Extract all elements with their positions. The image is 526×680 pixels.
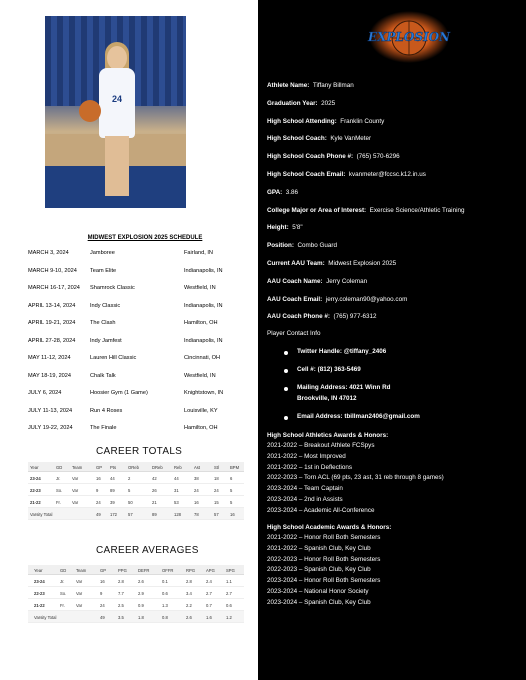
profile-value: (765) 977-6312 <box>333 313 377 321</box>
table-cell: 42 <box>152 476 157 481</box>
table-cell: 21 <box>152 500 157 505</box>
award-item: 2023-2024 – 2nd in Assists <box>267 496 343 503</box>
table-cell: 2.6 <box>186 615 192 620</box>
schedule-location: Louisville, KY <box>184 407 218 414</box>
table-cell: 3.4 <box>186 591 192 596</box>
profile-value: 3.86 <box>285 188 299 196</box>
schedule-location: Fairland, IN <box>184 250 213 256</box>
table-cell: Fr. <box>56 500 61 505</box>
athlete-photo <box>45 16 186 208</box>
table-cell: 2.9 <box>138 591 144 596</box>
table-cell: 31 <box>174 488 179 493</box>
schedule-event: The Finale <box>90 425 117 431</box>
award-item: 2022-2023 – Spanish Club, Key Club <box>267 566 371 574</box>
profile-label: Height: <box>267 224 289 232</box>
profile-value: Midwest Explosion 2025 <box>328 260 397 267</box>
table-cell: 78 <box>194 512 199 517</box>
profile-line <box>267 189 298 196</box>
table-cell: 50 <box>128 500 133 505</box>
column-header: GD <box>56 465 63 470</box>
profile-label: Position: <box>267 242 294 250</box>
table-row <box>28 587 244 599</box>
profile-label: High School Coach Phone #: <box>267 153 354 161</box>
column-header: GP <box>96 465 103 470</box>
profile-value: Jerry Coleman <box>326 277 368 285</box>
career-totals-title: CAREER TOTALS <box>96 446 183 457</box>
schedule-date: APRIL 19-21, 2024 <box>28 320 76 326</box>
column-header: SPG <box>226 568 235 573</box>
table-cell: 0.1 <box>162 579 168 584</box>
table-cell: 9 <box>96 488 99 493</box>
column-header: GD <box>60 568 67 573</box>
table-cell: 5 <box>230 488 233 493</box>
schedule-location: Hamilton, OH <box>184 320 218 326</box>
table-cell: 2.8 <box>118 579 124 584</box>
table-cell: 53 <box>174 500 179 505</box>
table-cell: 1.2 <box>226 615 232 620</box>
column-header: Pts <box>110 465 117 470</box>
profile-label: Graduation Year: <box>267 99 318 107</box>
profile-value: 5'8" <box>292 224 303 232</box>
schedule-date: MAY 18-19, 2024 <box>28 372 72 379</box>
schedule-event: The Clash <box>90 320 116 326</box>
profile-label: College Major or Area of Interest: <box>267 206 367 214</box>
logo-text: EXPLOSION <box>367 30 451 44</box>
award-item: 2021-2022 – Most Improved <box>267 452 346 460</box>
table-cell: Var <box>76 603 83 608</box>
column-header: GP <box>100 568 107 573</box>
table-cell: 2.6 <box>138 579 144 584</box>
schedule-row <box>28 425 252 435</box>
profile-value: Franklin County <box>340 117 385 125</box>
award-item: 2022-2023 – Torn ACL (69 pts, 23 ast, 31 reb through 8 games) <box>267 474 444 482</box>
column-header: Year <box>30 465 39 470</box>
schedule-title: MIDWEST EXPLOSION 2025 SCHEDULE <box>87 235 203 241</box>
table-cell: 16 <box>230 512 235 517</box>
schedule-row <box>28 373 252 383</box>
table-cell: 24 <box>96 500 101 505</box>
column-header: Reb <box>174 465 182 470</box>
table-cell: 24 <box>100 603 105 608</box>
schedule-event: Shamrock Classic <box>90 285 135 291</box>
column-header: BPM <box>230 465 240 470</box>
profile-line <box>267 135 371 142</box>
basketball-icon <box>79 100 101 122</box>
table-cell: 2.7 <box>226 591 232 596</box>
column-header: DReb <box>152 465 163 470</box>
table-cell: 2.5 <box>118 603 124 608</box>
table-row <box>28 484 244 496</box>
table-cell: 1.6 <box>206 615 212 620</box>
explosion-logo <box>366 8 452 66</box>
profile-line <box>267 100 335 107</box>
table-cell: 2 <box>128 476 131 481</box>
schedule-event: Run 4 Roses <box>90 407 123 414</box>
table-cell: 49 <box>100 615 105 620</box>
schedule-event: Team Elite <box>90 267 117 274</box>
table-cell: Jr. <box>60 579 65 584</box>
profile-value: kvanmeter@fccsc.k12.in.us <box>348 171 426 178</box>
schedule-row <box>28 250 252 260</box>
table-cell: 49 <box>96 512 101 517</box>
athletic-awards-title: High School Athletics Awards & Honors: <box>267 432 389 439</box>
table-cell: 16 <box>194 500 199 505</box>
bullet-icon <box>284 416 288 420</box>
schedule-date: JULY 11-13, 2024 <box>28 407 73 414</box>
schedule-date: MARCH 3, 2024 <box>28 250 69 256</box>
column-header: DEFR <box>138 568 150 573</box>
table-cell: 21-22 <box>30 500 41 505</box>
schedule-location: Westfield, IN <box>184 372 216 379</box>
photo-legs <box>105 136 129 196</box>
schedule-event: Chalk Talk <box>90 372 116 379</box>
table-cell: 1.8 <box>138 615 144 620</box>
column-header: Ast <box>194 465 201 470</box>
table-cell: 16 <box>100 579 105 584</box>
schedule-date: APRIL 13-14, 2024 <box>28 302 76 309</box>
career-totals-table <box>28 462 244 520</box>
table-cell: 0.6 <box>162 591 168 596</box>
schedule-date: MAY 11-12, 2024 <box>28 355 71 361</box>
twitter-handle[interactable]: Twitter Handle: @tiffany_2406 <box>297 348 387 355</box>
table-cell: 15 <box>214 500 219 505</box>
table-cell: Varsity Total <box>34 615 57 620</box>
table-cell: Var <box>72 476 79 481</box>
award-item: 2023-2024 – Academic All-Conference <box>267 506 375 514</box>
schedule-row <box>28 303 252 313</box>
table-cell: 22-23 <box>30 488 41 493</box>
table-cell: So. <box>56 488 63 493</box>
jersey-number: 24 <box>111 94 122 104</box>
cell-number[interactable]: Cell #: (812) 363-5469 <box>297 366 361 373</box>
award-item: 2021-2022 – Breakout Athlete FCSpys <box>267 442 375 449</box>
schedule-event: Hoosier Gym (1 Game) <box>90 390 148 396</box>
award-item: 2021-2022 – 1st in Deflections <box>267 463 353 471</box>
profile-line <box>267 82 354 89</box>
table-cell: 16 <box>96 476 101 481</box>
schedule-row <box>28 285 252 295</box>
career-averages-title: CAREER AVERAGES <box>96 545 199 556</box>
schedule-row <box>28 338 252 348</box>
profile-label: High School Coach Email: <box>267 171 346 178</box>
profile-label: Current AAU Team: <box>267 260 325 267</box>
table-cell: 23-24 <box>30 476 41 481</box>
table-cell: So. <box>60 591 67 596</box>
mailing-address-line2: Brookville, IN 47012 <box>297 395 357 402</box>
table-cell: Var <box>76 579 83 584</box>
table-header-row <box>28 565 244 575</box>
bullet-icon <box>284 369 288 373</box>
table-cell: Varsity Total <box>30 512 53 517</box>
table-cell: Var <box>76 591 83 596</box>
table-cell: 5 <box>230 500 233 505</box>
schedule-location: Knightstown, IN <box>184 390 224 396</box>
schedule-location: Cincinnati, OH <box>184 355 221 361</box>
column-header: OReb <box>128 465 139 470</box>
profile-label: AAU Coach Email: <box>267 295 323 303</box>
profile-label: AAU Coach Name: <box>267 277 323 285</box>
column-header: Team <box>72 465 83 470</box>
schedule-event: Indy Jamfest <box>90 337 122 344</box>
schedule-date: JULY 19-22, 2024 <box>28 425 73 431</box>
table-cell: 2.4 <box>206 579 212 584</box>
profile-label: GPA: <box>267 188 283 196</box>
table-cell: Fr. <box>60 603 65 608</box>
profile-line <box>267 278 367 285</box>
profile-value: 2025 <box>321 99 336 107</box>
table-total-row <box>28 611 244 623</box>
left-panel <box>0 0 258 680</box>
table-cell: 39 <box>110 500 115 505</box>
table-cell: 6 <box>230 476 233 481</box>
table-cell: Jr. <box>56 476 61 481</box>
table-cell: 89 <box>152 512 157 517</box>
table-cell: 128 <box>174 512 181 517</box>
table-cell: 57 <box>214 512 219 517</box>
award-item: 2023-2024 – Spanish Club, Key Club <box>267 598 371 606</box>
schedule-location: Indianapolis, IN <box>184 337 223 344</box>
profile-line <box>267 242 337 249</box>
profile-line <box>267 224 303 231</box>
profile-label: High School Attending: <box>267 117 337 125</box>
table-row <box>28 599 244 611</box>
table-cell: 0.9 <box>138 603 144 608</box>
profile-line <box>267 153 400 160</box>
table-cell: 0.8 <box>162 615 168 620</box>
column-header: APG <box>206 568 215 573</box>
table-cell: 1.3 <box>162 603 168 608</box>
table-cell: 0.6 <box>226 603 232 608</box>
table-cell: 23-24 <box>34 579 45 584</box>
table-cell: Var <box>72 500 79 505</box>
table-cell: 1.1 <box>226 579 232 584</box>
table-cell: 26 <box>152 488 157 493</box>
table-cell: 172 <box>110 512 117 517</box>
profile-label: AAU Coach Phone #: <box>267 313 330 321</box>
column-header: PPG <box>118 568 127 573</box>
career-averages-table <box>28 565 244 623</box>
column-header: Stl <box>214 465 219 470</box>
table-cell: 2.2 <box>186 603 192 608</box>
profile-label: Athlete Name: <box>267 82 310 89</box>
table-cell: 24 <box>194 488 199 493</box>
schedule-date: MARCH 9-10, 2024 <box>28 267 77 274</box>
schedule-location: Indianapolis, IN <box>184 302 223 309</box>
table-cell: Var <box>72 488 79 493</box>
schedule-location: Hamilton, OH <box>184 425 218 431</box>
profile-line <box>267 260 396 267</box>
profile-value: jerry.coleman90@yahoo.com <box>325 295 408 303</box>
email-address[interactable]: Email Address: tbillman2406@gmail.com <box>297 413 420 420</box>
schedule-row <box>28 390 252 400</box>
profile-line <box>267 118 384 125</box>
schedule-date: JULY 6, 2024 <box>28 390 62 396</box>
table-cell: 24 <box>214 488 219 493</box>
profile-value: Exercise Science/Athletic Training <box>369 206 465 214</box>
schedule-event: Jamboree <box>90 250 115 256</box>
award-item: 2023-2024 – National Honor Society <box>267 588 369 595</box>
table-row <box>28 472 244 484</box>
table-row <box>28 575 244 587</box>
table-cell: 5 <box>128 488 131 493</box>
table-cell: 3.5 <box>118 615 124 620</box>
contact-title: Player Contact Info <box>267 330 321 337</box>
bullet-icon <box>284 351 288 355</box>
table-cell: 22-23 <box>34 591 45 596</box>
schedule-row <box>28 355 252 365</box>
profile-value: Combo Guard <box>297 242 337 250</box>
photo-head <box>107 46 127 70</box>
profile-value: Kyle VanMeter <box>330 135 372 143</box>
column-header: Year <box>34 568 43 573</box>
award-item: 2022-2023 – Honor Roll Both Semesters <box>267 555 381 563</box>
column-header: OFFR <box>162 568 174 573</box>
schedule-row <box>28 320 252 330</box>
profile-value: (765) 570-6296 <box>356 153 400 161</box>
schedule-date: MARCH 16-17, 2024 <box>28 285 80 291</box>
table-cell: 21-22 <box>34 603 45 608</box>
award-item: 2021-2022 – Spanish Club, Key Club <box>267 544 371 552</box>
table-cell: 38 <box>194 476 199 481</box>
profile-line <box>267 207 465 214</box>
table-cell: 2.7 <box>206 591 212 596</box>
schedule-event: Lauren Hill Classic <box>90 355 137 361</box>
profile-value: Tiffany Billman <box>312 82 354 89</box>
table-row <box>28 496 244 508</box>
mailing-address-line1: Mailing Address: 4021 Winn Rd <box>297 384 391 391</box>
profile-label: High School Coach: <box>267 135 327 143</box>
schedule-event: Indy Classic <box>90 302 121 309</box>
schedule-date: APRIL 27-28, 2024 <box>28 337 76 344</box>
table-cell: 2.8 <box>186 579 192 584</box>
table-cell: 57 <box>128 512 133 517</box>
table-cell: 44 <box>110 476 115 481</box>
column-header: Team <box>76 568 87 573</box>
table-cell: 44 <box>174 476 179 481</box>
schedule-row <box>28 408 252 418</box>
table-header-row <box>28 462 244 472</box>
profile-line <box>267 313 377 320</box>
schedule-location: Indianapolis, IN <box>184 267 223 274</box>
schedule-location: Westfield, IN <box>184 285 216 291</box>
table-cell: 89 <box>110 488 115 493</box>
award-item: 2023-2024 – Team Captain <box>267 485 343 493</box>
table-cell: 18 <box>214 476 219 481</box>
table-cell: 0.7 <box>206 603 212 608</box>
schedule-row <box>28 268 252 278</box>
column-header: RPG <box>186 568 196 573</box>
table-cell: 7.7 <box>118 591 124 596</box>
profile-line <box>267 171 426 178</box>
academic-awards-title: High School Academic Awards & Honors: <box>267 524 392 531</box>
bullet-icon <box>284 387 288 391</box>
table-cell: 9 <box>100 591 103 596</box>
award-item: 2021-2022 – Honor Roll Both Semesters <box>267 534 381 541</box>
profile-line <box>267 296 407 303</box>
award-item: 2023-2024 – Honor Roll Both Semesters <box>267 577 381 585</box>
table-total-row <box>28 508 244 520</box>
